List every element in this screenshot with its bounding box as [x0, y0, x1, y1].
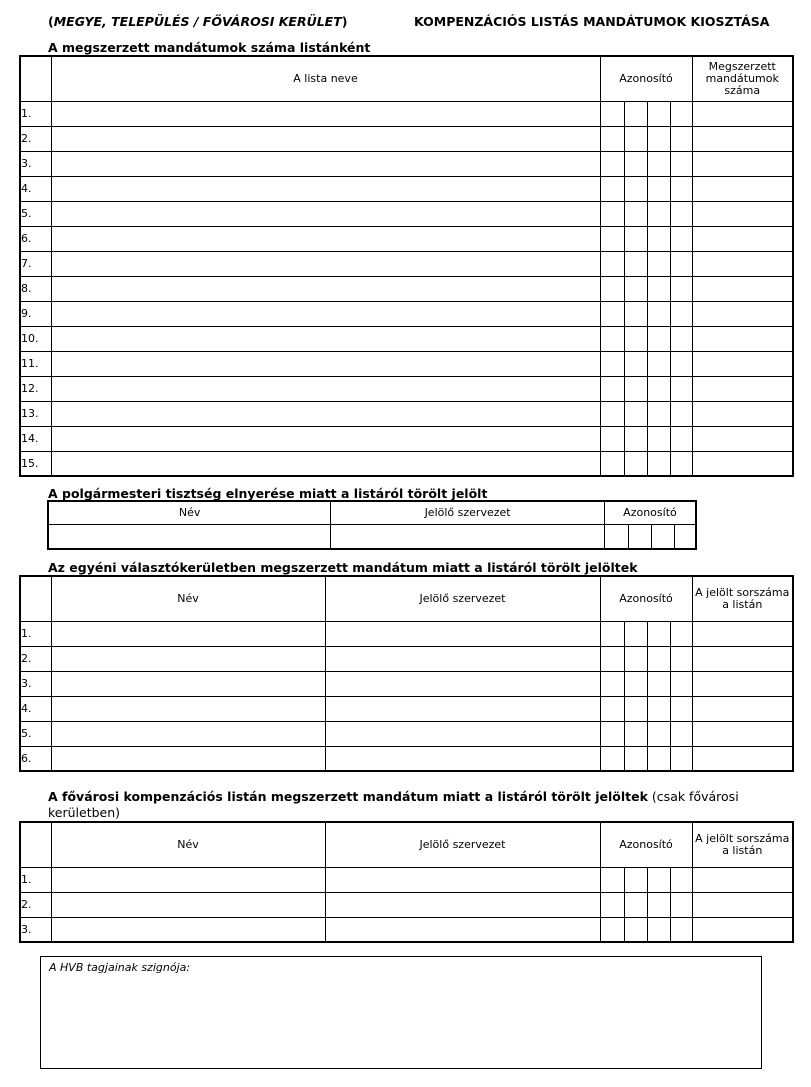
cell-id-2[interactable] [624, 867, 647, 892]
col-name: Név [51, 822, 325, 867]
row-number: 3. [20, 671, 51, 696]
cell-id-1[interactable] [600, 376, 624, 401]
cell-id-4[interactable] [670, 426, 692, 451]
cell-id-3[interactable] [647, 201, 670, 226]
section1-title: A megszerzett mandátumok száma listánként [48, 40, 371, 55]
cell-id-1[interactable] [600, 621, 624, 646]
cell-list-name[interactable] [51, 351, 600, 376]
cell-id-2[interactable] [624, 426, 647, 451]
col-candidate-rank: A jelölt sorszáma a listán [692, 576, 793, 621]
section4-title-continued: kerületben) [48, 805, 121, 820]
row-number: 12. [20, 376, 51, 401]
row-number: 7. [20, 251, 51, 276]
cell-list-name[interactable] [51, 176, 600, 201]
cell-mandates-count[interactable] [692, 426, 793, 451]
cell-list-name[interactable] [51, 376, 600, 401]
cell-nominating-org[interactable] [325, 917, 600, 942]
table-row [20, 892, 793, 917]
cell-id-4[interactable] [670, 276, 692, 301]
cell-list-name[interactable] [51, 201, 600, 226]
cell-candidate-rank[interactable] [692, 746, 793, 771]
table-row [20, 426, 793, 451]
cell-id-2[interactable] [624, 176, 647, 201]
cell-id-2[interactable] [624, 151, 647, 176]
cell-mandates-count[interactable] [692, 176, 793, 201]
cell-id-2[interactable] [624, 671, 647, 696]
row-number: 10. [20, 326, 51, 351]
cell-name[interactable] [51, 917, 325, 942]
cell-id-2[interactable] [624, 251, 647, 276]
cell-name[interactable] [51, 746, 325, 771]
table-row [20, 101, 793, 126]
cell-id-1[interactable] [600, 101, 624, 126]
cell-id-3[interactable] [647, 376, 670, 401]
cell-id-2[interactable] [624, 376, 647, 401]
cell-list-name[interactable] [51, 301, 600, 326]
cell-nominating-org[interactable] [331, 524, 605, 549]
cell-list-name[interactable] [51, 401, 600, 426]
row-number: 2. [20, 126, 51, 151]
row-number: 5. [20, 721, 51, 746]
cell-id-2[interactable] [624, 892, 647, 917]
table-row [20, 126, 793, 151]
cell-nominating-org[interactable] [325, 646, 600, 671]
col-name: Név [51, 576, 325, 621]
cell-id-3[interactable] [647, 226, 670, 251]
cell-id-3[interactable] [647, 151, 670, 176]
cell-id-4[interactable] [670, 326, 692, 351]
cell-id-1[interactable] [600, 867, 624, 892]
table-header-row [20, 576, 793, 621]
cell-id-4[interactable] [670, 376, 692, 401]
cell-id-3[interactable] [647, 351, 670, 376]
row-number: 2. [20, 646, 51, 671]
list-mandates-table [19, 55, 794, 477]
cell-candidate-rank[interactable] [692, 892, 793, 917]
cell-id-3[interactable] [647, 892, 670, 917]
cell-id-4[interactable] [670, 201, 692, 226]
individual-district-removed-table [19, 575, 794, 772]
cell-list-name[interactable] [51, 451, 600, 476]
cell-id-1[interactable] [600, 151, 624, 176]
cell-id-2[interactable] [624, 301, 647, 326]
table-row [20, 696, 793, 721]
cell-id-1[interactable] [600, 721, 624, 746]
cell-id-4[interactable] [670, 696, 692, 721]
row-number: 1. [20, 621, 51, 646]
signature-box[interactable] [40, 956, 762, 1069]
row-number: 11. [20, 351, 51, 376]
col-mandates-count: Megszerzett mandátumok száma [692, 56, 793, 101]
cell-candidate-rank[interactable] [692, 671, 793, 696]
page-title: KOMPENZÁCIÓS LISTÁS MANDÁTUMOK KIOSZTÁSA [414, 14, 770, 29]
cell-id-3[interactable] [647, 451, 670, 476]
cell-id-1[interactable] [600, 226, 624, 251]
table-row [20, 201, 793, 226]
cell-id-4[interactable] [670, 226, 692, 251]
row-number: 3. [20, 151, 51, 176]
cell-mandates-count[interactable] [692, 301, 793, 326]
cell-id-4[interactable] [670, 176, 692, 201]
cell-id-4[interactable] [670, 101, 692, 126]
table-row [20, 646, 793, 671]
col-identifier: Azonosító [604, 501, 696, 524]
cell-id-2[interactable] [624, 646, 647, 671]
row-number: 6. [20, 226, 51, 251]
cell-mandates-count[interactable] [692, 126, 793, 151]
table-row [20, 251, 793, 276]
cell-name[interactable] [51, 721, 325, 746]
cell-list-name[interactable] [51, 251, 600, 276]
cell-list-name[interactable] [51, 226, 600, 251]
row-number: 13. [20, 401, 51, 426]
cell-id-1[interactable] [600, 201, 624, 226]
cell-mandates-count[interactable] [692, 151, 793, 176]
col-list-name: A lista neve [51, 56, 600, 101]
cell-mandates-count[interactable] [692, 451, 793, 476]
cell-id-2[interactable] [624, 721, 647, 746]
row-number: 2. [20, 892, 51, 917]
cell-candidate-rank[interactable] [692, 646, 793, 671]
cell-id-2[interactable] [624, 401, 647, 426]
cell-id-3[interactable] [647, 746, 670, 771]
row-number: 14. [20, 426, 51, 451]
cell-id-3[interactable] [647, 696, 670, 721]
cell-id-1[interactable] [600, 251, 624, 276]
col-identifier: Azonosító [600, 56, 692, 101]
cell-id-2[interactable] [624, 351, 647, 376]
cell-id-1[interactable] [600, 301, 624, 326]
section4-title: A fővárosi kompenzációs listán megszerzett mandátum miatt a listáról törölt jelöltek (csak fővárosi [48, 789, 739, 804]
mayor-removed-table [47, 500, 697, 550]
cell-id-3[interactable] [647, 671, 670, 696]
table-row [20, 226, 793, 251]
cell-id-3[interactable] [647, 646, 670, 671]
table-row [20, 451, 793, 476]
cell-id-2[interactable] [624, 101, 647, 126]
cell-id-4[interactable] [670, 621, 692, 646]
cell-id-4[interactable] [670, 251, 692, 276]
cell-mandates-count[interactable] [692, 401, 793, 426]
signature-label: A HVB tagjainak szignója: [49, 961, 191, 974]
cell-nominating-org[interactable] [325, 746, 600, 771]
cell-name[interactable] [51, 646, 325, 671]
cell-list-name[interactable] [51, 101, 600, 126]
cell-id-4[interactable] [670, 646, 692, 671]
table-row [20, 376, 793, 401]
cell-mandates-count[interactable] [692, 376, 793, 401]
cell-name[interactable] [51, 621, 325, 646]
row-number: 4. [20, 696, 51, 721]
section3-title: Az egyéni választókerületben megszerzett mandátum miatt a listáról törölt jelöltek [48, 560, 638, 575]
cell-id-3[interactable] [647, 721, 670, 746]
cell-id-1[interactable] [600, 746, 624, 771]
cell-id-4[interactable] [670, 401, 692, 426]
cell-id-4[interactable] [670, 301, 692, 326]
row-number: 1. [20, 867, 51, 892]
col-nominating-org: Jelölő szervezet [325, 822, 600, 867]
cell-id-1[interactable] [600, 426, 624, 451]
table-row [20, 621, 793, 646]
table-row [20, 746, 793, 771]
cell-nominating-org[interactable] [325, 892, 600, 917]
cell-mandates-count[interactable] [692, 351, 793, 376]
cell-id-3[interactable] [647, 401, 670, 426]
table-row [20, 326, 793, 351]
cell-id-1[interactable] [600, 126, 624, 151]
cell-id-3[interactable] [647, 126, 670, 151]
capital-compensation-removed-table [19, 821, 794, 943]
cell-nominating-org[interactable] [325, 671, 600, 696]
table-row [20, 351, 793, 376]
table-row [20, 671, 793, 696]
cell-id-1[interactable] [600, 892, 624, 917]
cell-nominating-org[interactable] [325, 621, 600, 646]
cell-id-1[interactable] [600, 276, 624, 301]
cell-id-2[interactable] [624, 696, 647, 721]
cell-mandates-count[interactable] [692, 326, 793, 351]
table-row [20, 721, 793, 746]
row-number: 6. [20, 746, 51, 771]
cell-name[interactable] [48, 524, 331, 549]
cell-id-2[interactable] [624, 201, 647, 226]
table-header-row [48, 501, 696, 524]
col-identifier: Azonosító [600, 822, 692, 867]
cell-id-3[interactable] [647, 101, 670, 126]
cell-id-2[interactable] [624, 276, 647, 301]
cell-id-1[interactable] [600, 451, 624, 476]
table-row [48, 524, 696, 549]
cell-candidate-rank[interactable] [692, 696, 793, 721]
cell-mandates-count[interactable] [692, 201, 793, 226]
cell-id-3[interactable] [647, 326, 670, 351]
cell-id-4[interactable] [670, 721, 692, 746]
cell-id-4[interactable] [670, 671, 692, 696]
cell-candidate-rank[interactable] [692, 721, 793, 746]
row-number: 9. [20, 301, 51, 326]
table-row [20, 301, 793, 326]
cell-candidate-rank[interactable] [692, 917, 793, 942]
cell-id-2[interactable] [624, 451, 647, 476]
cell-id-4[interactable] [670, 351, 692, 376]
col-nominating-org: Jelölő szervezet [325, 576, 600, 621]
cell-id-2[interactable] [624, 917, 647, 942]
cell-list-name[interactable] [51, 276, 600, 301]
section2-title: A polgármesteri tisztség elnyerése miatt a listáról törölt jelölt [48, 486, 488, 501]
cell-id-3[interactable] [647, 176, 670, 201]
cell-id-3[interactable] [647, 301, 670, 326]
cell-id-2[interactable] [624, 746, 647, 771]
cell-nominating-org[interactable] [325, 721, 600, 746]
cell-id-1[interactable] [600, 351, 624, 376]
row-number: 15. [20, 451, 51, 476]
cell-id-1[interactable] [600, 917, 624, 942]
cell-list-name[interactable] [51, 426, 600, 451]
table-row [20, 401, 793, 426]
row-number: 3. [20, 917, 51, 942]
cell-nominating-org[interactable] [325, 867, 600, 892]
cell-id-1[interactable] [600, 326, 624, 351]
cell-id-4[interactable] [670, 151, 692, 176]
cell-id-1[interactable] [600, 176, 624, 201]
table-header-row [20, 822, 793, 867]
cell-candidate-rank[interactable] [692, 621, 793, 646]
cell-list-name[interactable] [51, 126, 600, 151]
cell-id-3[interactable] [652, 524, 675, 549]
table-row [20, 917, 793, 942]
cell-id-3[interactable] [647, 621, 670, 646]
header-region-label: (MEGYE, TELEPÜLÉS / FŐVÁROSI KERÜLET) [48, 14, 348, 29]
cell-id-4[interactable] [670, 746, 692, 771]
row-number: 8. [20, 276, 51, 301]
cell-id-2[interactable] [624, 326, 647, 351]
cell-id-1[interactable] [600, 401, 624, 426]
cell-id-2[interactable] [624, 126, 647, 151]
cell-list-name[interactable] [51, 151, 600, 176]
cell-id-3[interactable] [647, 426, 670, 451]
cell-id-3[interactable] [647, 917, 670, 942]
col-nominating-org: Jelölő szervezet [331, 501, 605, 524]
table-row [20, 867, 793, 892]
header-region-italic: MEGYE, TELEPÜLÉS / FŐVÁROSI KERÜLET [53, 14, 342, 29]
cell-id-1[interactable] [600, 696, 624, 721]
cell-id-1[interactable] [600, 646, 624, 671]
cell-mandates-count[interactable] [692, 251, 793, 276]
cell-id-4[interactable] [670, 892, 692, 917]
row-number: 4. [20, 176, 51, 201]
cell-id-3[interactable] [647, 276, 670, 301]
cell-name[interactable] [51, 867, 325, 892]
cell-mandates-count[interactable] [692, 276, 793, 301]
cell-id-3[interactable] [647, 867, 670, 892]
cell-id-4[interactable] [670, 917, 692, 942]
cell-id-4[interactable] [670, 126, 692, 151]
col-identifier: Azonosító [600, 576, 692, 621]
cell-mandates-count[interactable] [692, 101, 793, 126]
col-candidate-rank: A jelölt sorszáma a listán [692, 822, 793, 867]
cell-name[interactable] [51, 696, 325, 721]
cell-id-2[interactable] [629, 524, 652, 549]
table-row [20, 176, 793, 201]
cell-name[interactable] [51, 671, 325, 696]
cell-mandates-count[interactable] [692, 226, 793, 251]
row-number: 1. [20, 101, 51, 126]
cell-id-2[interactable] [624, 226, 647, 251]
cell-list-name[interactable] [51, 326, 600, 351]
cell-id-2[interactable] [624, 621, 647, 646]
cell-nominating-org[interactable] [325, 696, 600, 721]
cell-candidate-rank[interactable] [692, 867, 793, 892]
cell-id-4[interactable] [670, 451, 692, 476]
cell-id-3[interactable] [647, 251, 670, 276]
table-row [20, 276, 793, 301]
table-row [20, 151, 793, 176]
cell-id-1[interactable] [600, 671, 624, 696]
row-number: 5. [20, 201, 51, 226]
cell-id-1[interactable] [604, 524, 628, 549]
col-name: Név [48, 501, 331, 524]
cell-id-4[interactable] [675, 524, 696, 549]
table-header-row [20, 56, 793, 101]
cell-name[interactable] [51, 892, 325, 917]
cell-id-4[interactable] [670, 867, 692, 892]
